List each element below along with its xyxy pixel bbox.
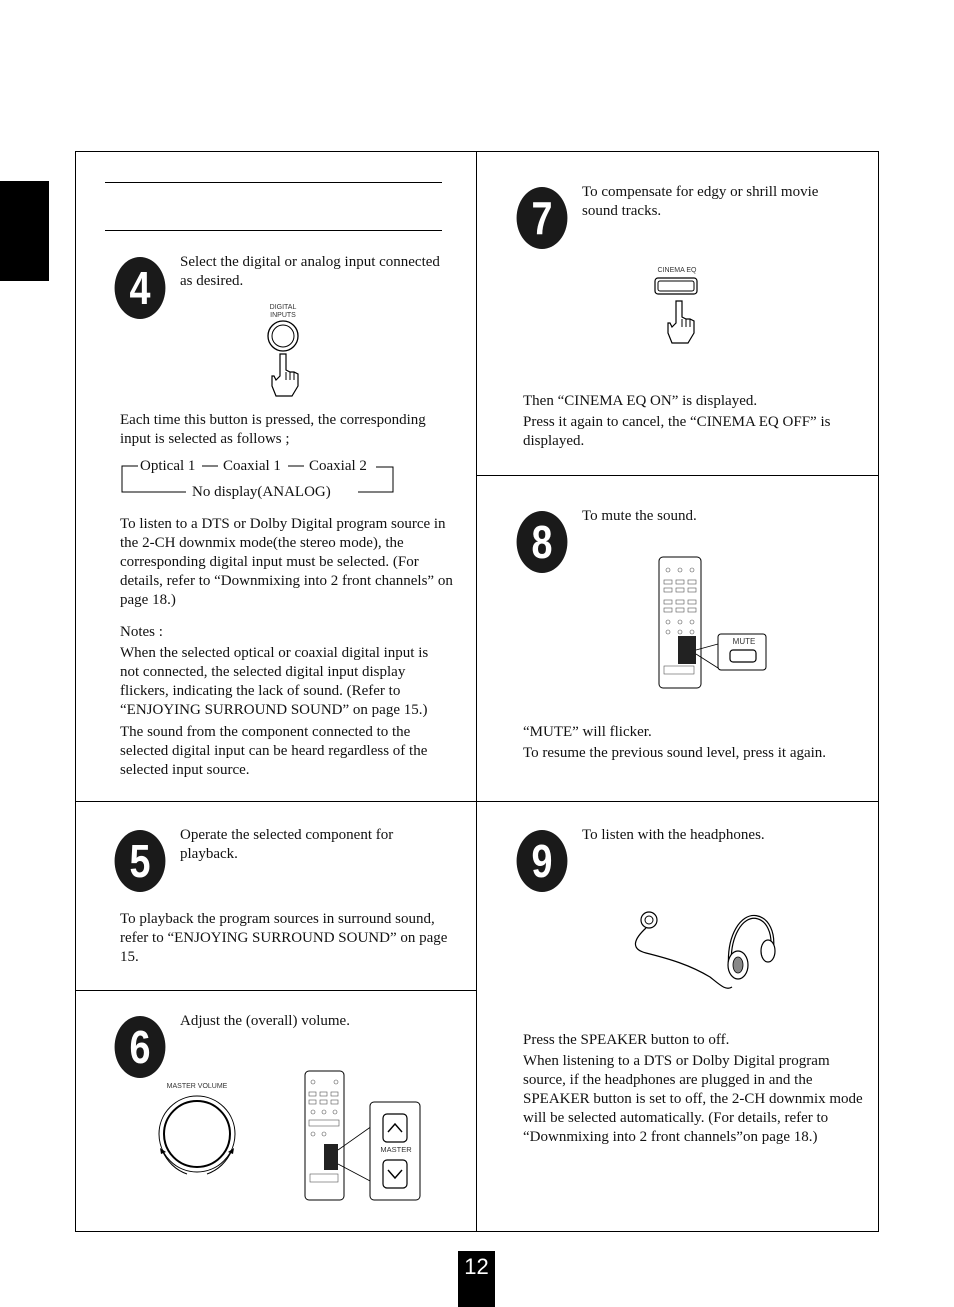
step-4-instruction: Select the digital or analog input connected as desired. xyxy=(180,254,440,289)
step-6-badge: 6 xyxy=(115,1016,166,1078)
divider-row2 xyxy=(75,801,879,802)
step-7-result-2: Press it again to cancel, the “CINEMA EQ OFF” is displayed. xyxy=(523,414,831,449)
divider-7-8 xyxy=(476,475,878,476)
step-7-instruction: To compensate for edgy or shrill movie sound tracks. xyxy=(582,184,819,219)
step-9-badge: 9 xyxy=(517,830,568,892)
step-8-result-2: To resume the previous sound level, press it again. xyxy=(523,745,827,761)
note-1: When the selected optical or coaxial digital input is not connected, the selected digital input display flickers, indicating the lack of sound. (Refer to “ENJOYING SURROUND SOUND” on page 15.) xyxy=(120,645,429,718)
cinema-eq-button-icon xyxy=(654,277,702,357)
note-2: The sound from the component connected to the selected digital input can be heard regardless of the selected input source. xyxy=(120,724,428,778)
cycle-coaxial-2: Coaxial 2 xyxy=(309,458,367,474)
column-divider xyxy=(476,151,477,1232)
page-number: 12 xyxy=(458,1251,495,1307)
divider-5-6 xyxy=(75,990,477,991)
input-cycle-arrows xyxy=(120,460,396,496)
digital-inputs-label: DIGITAL INPUTS xyxy=(269,304,297,319)
notes-title: Notes : xyxy=(120,624,163,640)
downmix-note: To listen to a DTS or Dolby Digital program source in the 2-CH downmix mode(the stereo mode), the corresponding digital input must be selected. (For details, refer to “Downmixing into 2 front channels” on page 18.) xyxy=(120,516,453,608)
title-rule-bottom xyxy=(105,230,442,231)
step-8-badge: 8 xyxy=(517,511,568,573)
cinema-eq-label: CINEMA EQ xyxy=(657,267,697,274)
digital-inputs-button-icon xyxy=(262,320,306,404)
title-rule-top xyxy=(105,182,442,183)
step-9-instruction: To listen with the headphones. xyxy=(582,827,765,843)
step-5-badge: 5 xyxy=(115,830,166,892)
step-7-result-1: Then “CINEMA EQ ON” is displayed. xyxy=(523,393,758,409)
step-8-result-1: “MUTE” will flicker. xyxy=(523,724,652,740)
step-8-instruction: To mute the sound. xyxy=(582,508,697,524)
cycle-optical-1: Optical 1 xyxy=(140,458,196,474)
step-5-instruction: Operate the selected component for playback. xyxy=(180,827,394,862)
cycle-coaxial-1: Coaxial 1 xyxy=(223,458,281,474)
step-9-result-1: Press the SPEAKER button to off. xyxy=(523,1032,730,1048)
step-7-badge: 7 xyxy=(517,187,568,249)
master-volume-knob-icon xyxy=(152,1094,244,1180)
headphones-icon xyxy=(630,905,780,997)
step-6-instruction: Adjust the (overall) volume. xyxy=(180,1013,350,1029)
cycle-analog: No display(ANALOG) xyxy=(192,484,331,500)
mute-button-label: MUTE xyxy=(732,637,756,646)
remote-control-master-illustration xyxy=(304,1070,424,1202)
master-button-label: MASTER xyxy=(380,1145,412,1154)
remote-control-mute-illustration xyxy=(658,556,770,690)
section-tab xyxy=(0,181,49,281)
step-4-description: Each time this button is pressed, the corresponding input is selected as follows ; xyxy=(120,412,426,447)
master-volume-label: MASTER VOLUME xyxy=(166,1083,228,1090)
step-5-description: To playback the program sources in surround sound, refer to “ENJOYING SURROUND SOUND” on page 15. xyxy=(120,911,448,965)
step-9-result-2: When listening to a DTS or Dolby Digital program source, if the headphones are plugged in and the SPEAKER button is set to off, the 2-CH downmix mode will be selected automatically. (For details, refer to “Downmixing into 2 front channels”on page 18.) xyxy=(523,1053,863,1145)
step-4-badge: 4 xyxy=(115,257,166,319)
